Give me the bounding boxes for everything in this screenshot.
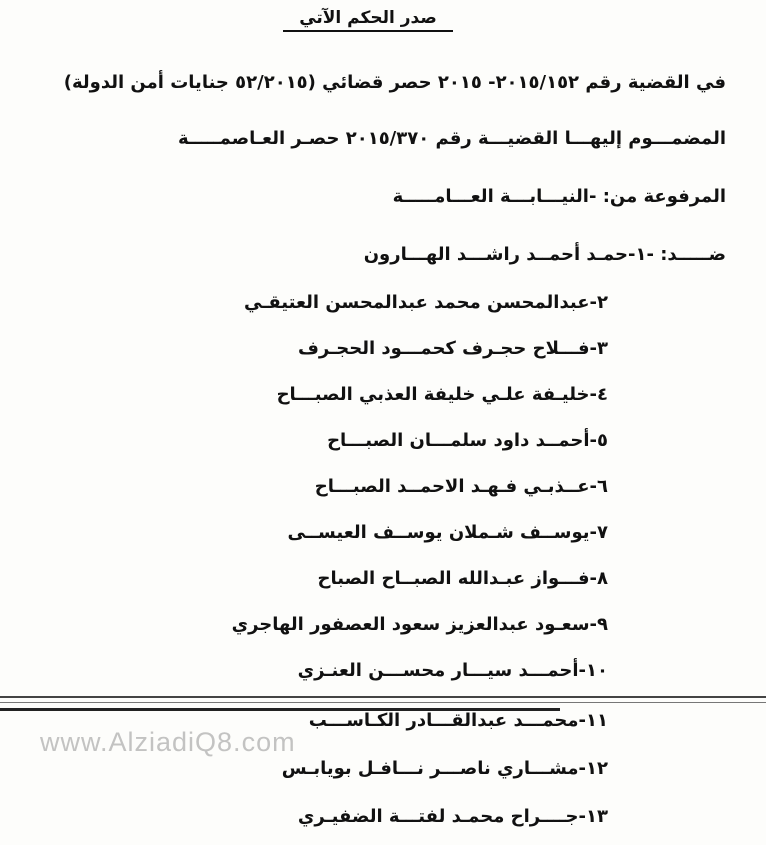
defendant-8: ٨-فـــواز عبـدالله الصبــاح الصباح	[317, 568, 608, 589]
joined-case-line: المضمـــوم إليهـــا القضيـــة رقم ٢٠١٥/٣٧٠ حصـر العـاصمـــــة	[178, 128, 726, 149]
case-number-line: في القضية رقم ٢٠١٥/١٥٢- ٢٠١٥ حصر قضائي (٥٢/٢٠١٥ جنايات أمن الدولة)	[63, 72, 726, 93]
defendant-5: ٥-أحمــد داود سلمـــان الصبـــاح	[327, 430, 608, 451]
site-watermark: www.AlziadiQ8.com	[40, 727, 296, 757]
defendant-12: ١٢-مشـــاري ناصـــر نـــافـل بويابـس	[281, 758, 608, 779]
document-title: صدر الحكم الآتي	[283, 8, 453, 32]
defendant-2: ٢-عبدالمحسن محمد عبدالمحسن العتيقـي	[243, 292, 608, 313]
defendant-13: ١٣-جــــراح محمـد لفتـــة الضفيـري	[297, 806, 608, 827]
defendant-11: ١١-محمـــد عبدالقـــادر الكـاســـب	[308, 710, 608, 731]
defendant-6: ٦-عــذبـي فـهـد الاحمــد الصبـــاح	[314, 476, 608, 497]
defendant-4: ٤-خليـفة علـي خليفة العذبي الصبـــاح	[276, 384, 608, 405]
defendant-3: ٣-فـــلاح حجـرف كحمـــود الحجـرف	[298, 338, 608, 359]
filed-by-line: المرفوعة من: -النيـــابـــة العـــامـــــة	[392, 186, 726, 207]
scan-divider-line-thin	[0, 702, 766, 703]
scan-divider-line	[0, 696, 766, 698]
against-line: ضـــــد: -١-حمـد أحمــد راشـــد الهـــارون	[363, 244, 726, 265]
defendant-7: ٧-يوســف شـملان يوســف العيســى	[287, 522, 608, 543]
defendant-10: ١٠-أحمـــد سيـــار محســـن العنـزي	[297, 660, 608, 681]
defendant-9: ٩-سعـود عبدالعزيز سعود العصفور الهاجري	[231, 614, 608, 635]
